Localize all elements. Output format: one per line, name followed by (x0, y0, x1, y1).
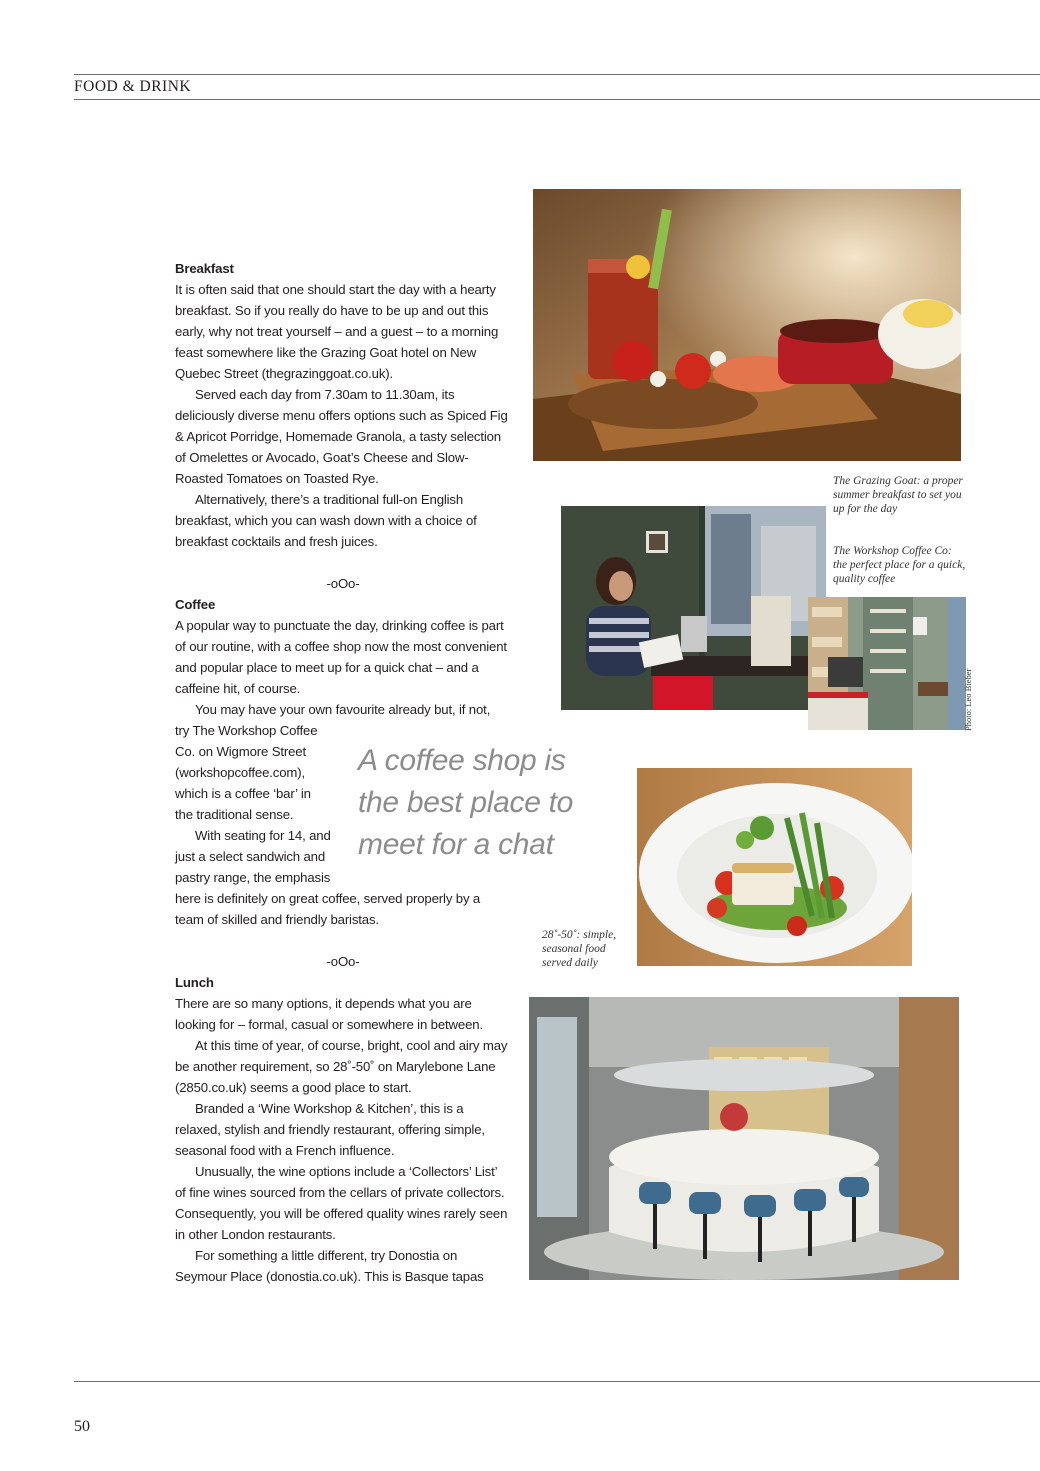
top-rule (74, 74, 1040, 75)
seasonal-dish-photo (637, 768, 912, 966)
section-separator: -oOo- (326, 954, 360, 969)
coffee-paragraph-2-line: the traditional sense. (175, 807, 294, 822)
restaurant-bar-photo (529, 997, 959, 1280)
coffee-paragraph-2-line: You may have your own favourite already but, if not, (195, 702, 491, 717)
coffee-paragraph-3-line: just a select sandwich and (175, 849, 326, 864)
lunch-paragraph-4: Unusually, the wine options include a ‘Collectors’ List’ of fine wines sourced from the cellars of private collectors. Consequently, you will be offered quality wines rarely seen in other London restaurants. (175, 1164, 508, 1242)
lunch-paragraph-1: There are so many options, it depends what you are looking for – formal, casual or somewhere in between. (175, 996, 483, 1032)
lunch-paragraph-2: At this time of year, of course, bright, cool and airy may be another requirement, so 28˚-50˚ on Marylebone Lane (2850.co.uk) seems a good place to start. (175, 1038, 508, 1095)
coffee-paragraph-3-tail: here is definitely on great coffee, served properly by a team of skilled and friendly baristas. (175, 891, 481, 927)
footer-rule (74, 1381, 1040, 1382)
breakfast-paragraph-1: It is often said that one should start the day with a hearty breakfast. So if you really do have to be up and out this early, why not treat yourself – and a guest – to a morning feast somewhere like the Grazing Goat hotel on New Quebec Street (thegrazinggoat.co.uk). (175, 282, 499, 381)
coffee-heading: Coffee (175, 597, 216, 612)
twentyeight-caption: 28˚-50˚: simple, seasonal food served daily (542, 929, 617, 970)
breakfast-heading: Breakfast (175, 261, 234, 276)
workshop-caption: The Workshop Coffee Co: the perfect place for a quick, quality coffee (833, 545, 966, 586)
breakfast-paragraph-3: Alternatively, there’s a traditional full-on English breakfast, which you can wash down with a choice of breakfast cocktails and fresh juices. (175, 492, 477, 549)
lunch-paragraph-3: Branded a ‘Wine Workshop & Kitchen’, this is a relaxed, stylish and friendly restaurant, offering simple, seasonal food with a French influence. (175, 1101, 485, 1158)
photo-credit: Photo: Leo Bieber (963, 668, 973, 731)
grazing-goat-caption: The Grazing Goat: a proper summer breakfast to set you up for the day (833, 475, 963, 516)
pull-quote: A coffee shop is the best place to meet for a chat (358, 744, 574, 861)
coffee-interior-photo (808, 597, 966, 730)
lunch-paragraph-5: For something a little different, try Donostia on Seymour Place (donostia.co.uk). This is Basque tapas (175, 1248, 484, 1284)
coffee-paragraph-3-line: pastry range, the emphasis (175, 870, 331, 885)
coffee-paragraph-2-line: try The Workshop Coffee (175, 723, 318, 738)
coffee-paragraph-2-line: which is a coffee ‘bar’ in (175, 786, 311, 801)
coffee-paragraph-2-line: Co. on Wigmore Street (175, 744, 306, 759)
coffee-paragraph-1: A popular way to punctuate the day, drinking coffee is part of our routine, with a coffee shop now the most convenient and popular place to meet up for a quick chat – and a caffeine hit, of course. (175, 618, 507, 696)
section-separator: -oOo- (326, 576, 360, 591)
breakfast-paragraph-2: Served each day from 7.30am to 11.30am, its deliciously diverse menu offers options such as Spiced Fig & Apricot Porridge, Homemade Granola, a tasty selection of Omelettes or Avocado, Goat’s Cheese and Slow-Roasted Tomatoes on Toasted Rye. (175, 387, 508, 486)
coffee-paragraph-2-line: (workshopcoffee.com), (175, 765, 305, 780)
page-number: 50 (74, 1418, 90, 1435)
section-label: FOOD & DRINK (74, 78, 192, 95)
lunch-heading: Lunch (175, 975, 214, 990)
breakfast-photo (533, 189, 961, 461)
header-rule (74, 99, 1040, 100)
coffee-paragraph-3-line: With seating for 14, and (195, 828, 331, 843)
workshop-coffee-photo (561, 506, 826, 710)
